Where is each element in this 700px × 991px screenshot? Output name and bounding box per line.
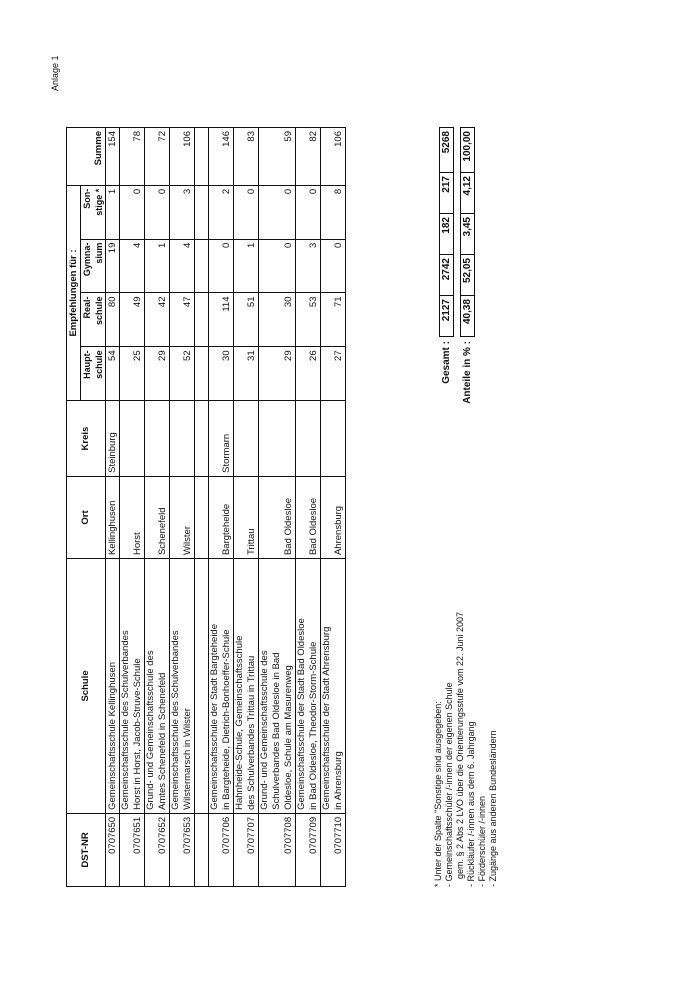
share-hauptschule: 40,38	[461, 296, 475, 337]
cell-realschule: 80	[106, 293, 120, 347]
school-name-line: des Schulverbandes Trittau in Trittau	[246, 655, 257, 810]
cell-summe: 106	[321, 128, 346, 186]
school-name-line: Grund- und Gemeinschaftsschule des	[145, 650, 156, 810]
cell-summe: 106	[170, 128, 195, 186]
school-name-line: Gemeinschaftsschule der Stadt Bargteheide	[209, 624, 220, 810]
school-name-line: Gemeinschaftsschule Kellinghusen	[107, 662, 118, 810]
cell-kreis	[145, 401, 170, 477]
cell-kreis: Steinburg	[106, 401, 120, 477]
header-schule: Schule	[67, 559, 106, 814]
table-row	[106, 128, 120, 887]
shares-row	[461, 128, 475, 407]
cell-gymnasium: 19	[106, 239, 120, 293]
totals-table	[439, 127, 475, 407]
cell-realschule: 49	[120, 293, 145, 347]
footnote-line: - Gemeinschaftsschüler /-innen der eigenen Schule	[444, 682, 454, 887]
rotated-page-content	[66, 127, 498, 887]
cell-hauptschule: 52	[170, 347, 195, 401]
cell-schule	[259, 559, 296, 814]
cell-dst-nr: 0707710	[321, 813, 346, 886]
cell-hauptschule: 54	[106, 347, 120, 401]
cell-summe: 154	[106, 128, 120, 186]
cell-gymnasium: 4	[120, 239, 145, 293]
cell-ort: Bargteheide	[209, 476, 234, 558]
cell-summe: 78	[120, 128, 145, 186]
school-name-line: Horst in Horst, Jacob-Struve-Schule	[132, 658, 143, 810]
cell-kreis	[234, 401, 259, 477]
totals-label: Gesamt :	[440, 341, 452, 384]
cell-realschule: 71	[321, 293, 346, 347]
cell-gymnasium: 1	[234, 239, 259, 293]
footnote-line: gem. § 2 Abs 2 LVO über die Orientierungsstufe vom 22. Juni 2007	[455, 612, 465, 879]
cell-ort: Wilster	[170, 476, 195, 558]
footnote-line: - Förderschüler /-innen	[477, 795, 487, 887]
total-gymnasium: 182	[440, 214, 454, 255]
cell-schule	[321, 559, 346, 814]
cell-sonstige: 3	[170, 185, 195, 239]
cell-schule	[234, 559, 259, 814]
cell-dst-nr: 0707709	[296, 813, 321, 886]
cell-schule	[145, 559, 170, 814]
cell-hauptschule: 27	[321, 347, 346, 401]
cell-hauptschule: 31	[234, 347, 259, 401]
cell-summe: 82	[296, 128, 321, 186]
cell-ort: Ahrensburg	[321, 476, 346, 558]
cell-hauptschule: 26	[296, 347, 321, 401]
cell-ort: Schenefeld	[145, 476, 170, 558]
cell-hauptschule: 29	[259, 347, 296, 401]
header-summe: Summe	[67, 128, 106, 186]
cell-realschule: 30	[259, 293, 296, 347]
school-name-line: Schulverbandes Bad Oldesloe in Bad	[271, 652, 282, 810]
shares-label: Anteile in % :	[461, 341, 473, 404]
school-name-line: in Bargteheide, Dietrich-Bonhoeffer-Schule	[221, 629, 232, 810]
school-name-line: Wilstermarsch in Wilster	[182, 708, 193, 810]
table-row	[170, 128, 195, 887]
annex-label: Anlage 1	[50, 55, 60, 91]
cell-gymnasium: 0	[321, 239, 346, 293]
cell-summe: 83	[234, 128, 259, 186]
cell-summe: 146	[209, 128, 234, 186]
cell-dst-nr: 0707707	[234, 813, 259, 886]
header-ort: Ort	[67, 476, 106, 558]
cell-sonstige: 0	[296, 185, 321, 239]
table-row	[209, 128, 234, 887]
cell-dst-nr: 0707653	[170, 813, 195, 886]
cell-sonstige: 0	[259, 185, 296, 239]
cell-dst-nr: 0707708	[259, 813, 296, 886]
school-name-line: Gemeinschaftsschule des Schulverbandes	[170, 630, 181, 810]
cell-dst-nr: 0707652	[145, 813, 170, 886]
header-dst-nr: DST-NR	[67, 813, 106, 886]
cell-kreis	[120, 401, 145, 477]
group-spacer-row	[195, 128, 209, 887]
cell-gymnasium: 4	[170, 239, 195, 293]
footnotes	[433, 612, 499, 887]
header-sonstige: Son- stige *	[81, 185, 106, 239]
school-name-line: Grund- und Gemeinschaftsschule des	[259, 650, 270, 810]
cell-dst-nr: 0707706	[209, 813, 234, 886]
table-row	[321, 128, 346, 887]
footnote-line: - Zugänge aus anderen Bundesländern	[488, 730, 498, 887]
cell-summe: 59	[259, 128, 296, 186]
cell-ort: Bad Oldesloe	[259, 476, 296, 558]
cell-gymnasium: 0	[259, 239, 296, 293]
header-gymnasium: Gymna- sium	[81, 239, 106, 293]
school-name-line: Gemeinschaftsschule der Stadt Bad Oldesloe	[296, 618, 307, 810]
cell-ort: Bad Oldesloe	[296, 476, 321, 558]
recommendations-table	[66, 127, 346, 887]
cell-schule	[209, 559, 234, 814]
totals-row	[440, 128, 454, 407]
header-empfehlungen: Empfehlungen für :	[67, 185, 81, 400]
total-realschule: 2742	[440, 255, 454, 296]
share-realschule: 52,05	[461, 255, 475, 296]
cell-sonstige: 1	[106, 185, 120, 239]
school-name-line: Gemeinschaftsschule des Schulverbandes	[120, 630, 131, 810]
cell-realschule: 114	[209, 293, 234, 347]
cell-hauptschule: 30	[209, 347, 234, 401]
total-sonstige: 217	[440, 173, 454, 214]
cell-schule	[106, 559, 120, 814]
total-summe: 5268	[440, 128, 454, 173]
school-name-line: in Bad Oldesloe, Theodor-Storm-Schule	[308, 641, 319, 810]
cell-dst-nr: 0707650	[106, 813, 120, 886]
cell-kreis	[321, 401, 346, 477]
cell-kreis	[296, 401, 321, 477]
cell-ort: Trittau	[234, 476, 259, 558]
school-name-line: Amtes Schenefeld in Schenefeld	[157, 672, 168, 810]
cell-summe: 72	[145, 128, 170, 186]
table-row	[259, 128, 296, 887]
share-gymnasium: 3,45	[461, 214, 475, 255]
cell-realschule: 51	[234, 293, 259, 347]
school-name-line: Gemeinschaftsschule der Stadt Ahrensburg	[321, 626, 332, 810]
school-name-line: in Ahrensburg	[333, 751, 344, 810]
total-hauptschule: 2127	[440, 296, 454, 337]
table-row	[120, 128, 145, 887]
footnote-line: - Rückläufer /-innen aus dem 6. Jahrgang	[466, 721, 476, 887]
share-sonstige: 4,12	[461, 173, 475, 214]
school-name-line: Hahnheide-Schule, Gemeinschaftsschule	[234, 635, 245, 810]
cell-gymnasium: 0	[209, 239, 234, 293]
cell-hauptschule: 25	[120, 347, 145, 401]
cell-sonstige: 0	[120, 185, 145, 239]
cell-realschule: 47	[170, 293, 195, 347]
cell-kreis	[259, 401, 296, 477]
header-hauptschule: Haupt- schule	[81, 347, 106, 401]
cell-ort: Horst	[120, 476, 145, 558]
footnote-line: * Unter der Spalte "Sonstige sind ausgegeben:	[433, 701, 443, 887]
share-summe: 100,00	[461, 128, 475, 173]
cell-schule	[296, 559, 321, 814]
table-row	[145, 128, 170, 887]
cell-gymnasium: 1	[145, 239, 170, 293]
cell-sonstige: 2	[209, 185, 234, 239]
header-realschule: Real- schule	[81, 293, 106, 347]
cell-sonstige: 0	[234, 185, 259, 239]
cell-kreis	[170, 401, 195, 477]
table-row	[234, 128, 259, 887]
cell-sonstige: 0	[145, 185, 170, 239]
cell-schule	[120, 559, 145, 814]
cell-dst-nr: 0707651	[120, 813, 145, 886]
table-body	[106, 128, 346, 887]
cell-ort: Kellinghusen	[106, 476, 120, 558]
cell-kreis: Stormarn	[209, 401, 234, 477]
cell-sonstige: 8	[321, 185, 346, 239]
cell-realschule: 53	[296, 293, 321, 347]
header-kreis: Kreis	[67, 401, 106, 477]
cell-realschule: 42	[145, 293, 170, 347]
cell-hauptschule: 29	[145, 347, 170, 401]
cell-schule	[170, 559, 195, 814]
cell-gymnasium: 3	[296, 239, 321, 293]
school-name-line: Oldesloe, Schule am Masurenweg	[283, 665, 294, 810]
table-row	[296, 128, 321, 887]
header-row-1	[67, 128, 81, 887]
